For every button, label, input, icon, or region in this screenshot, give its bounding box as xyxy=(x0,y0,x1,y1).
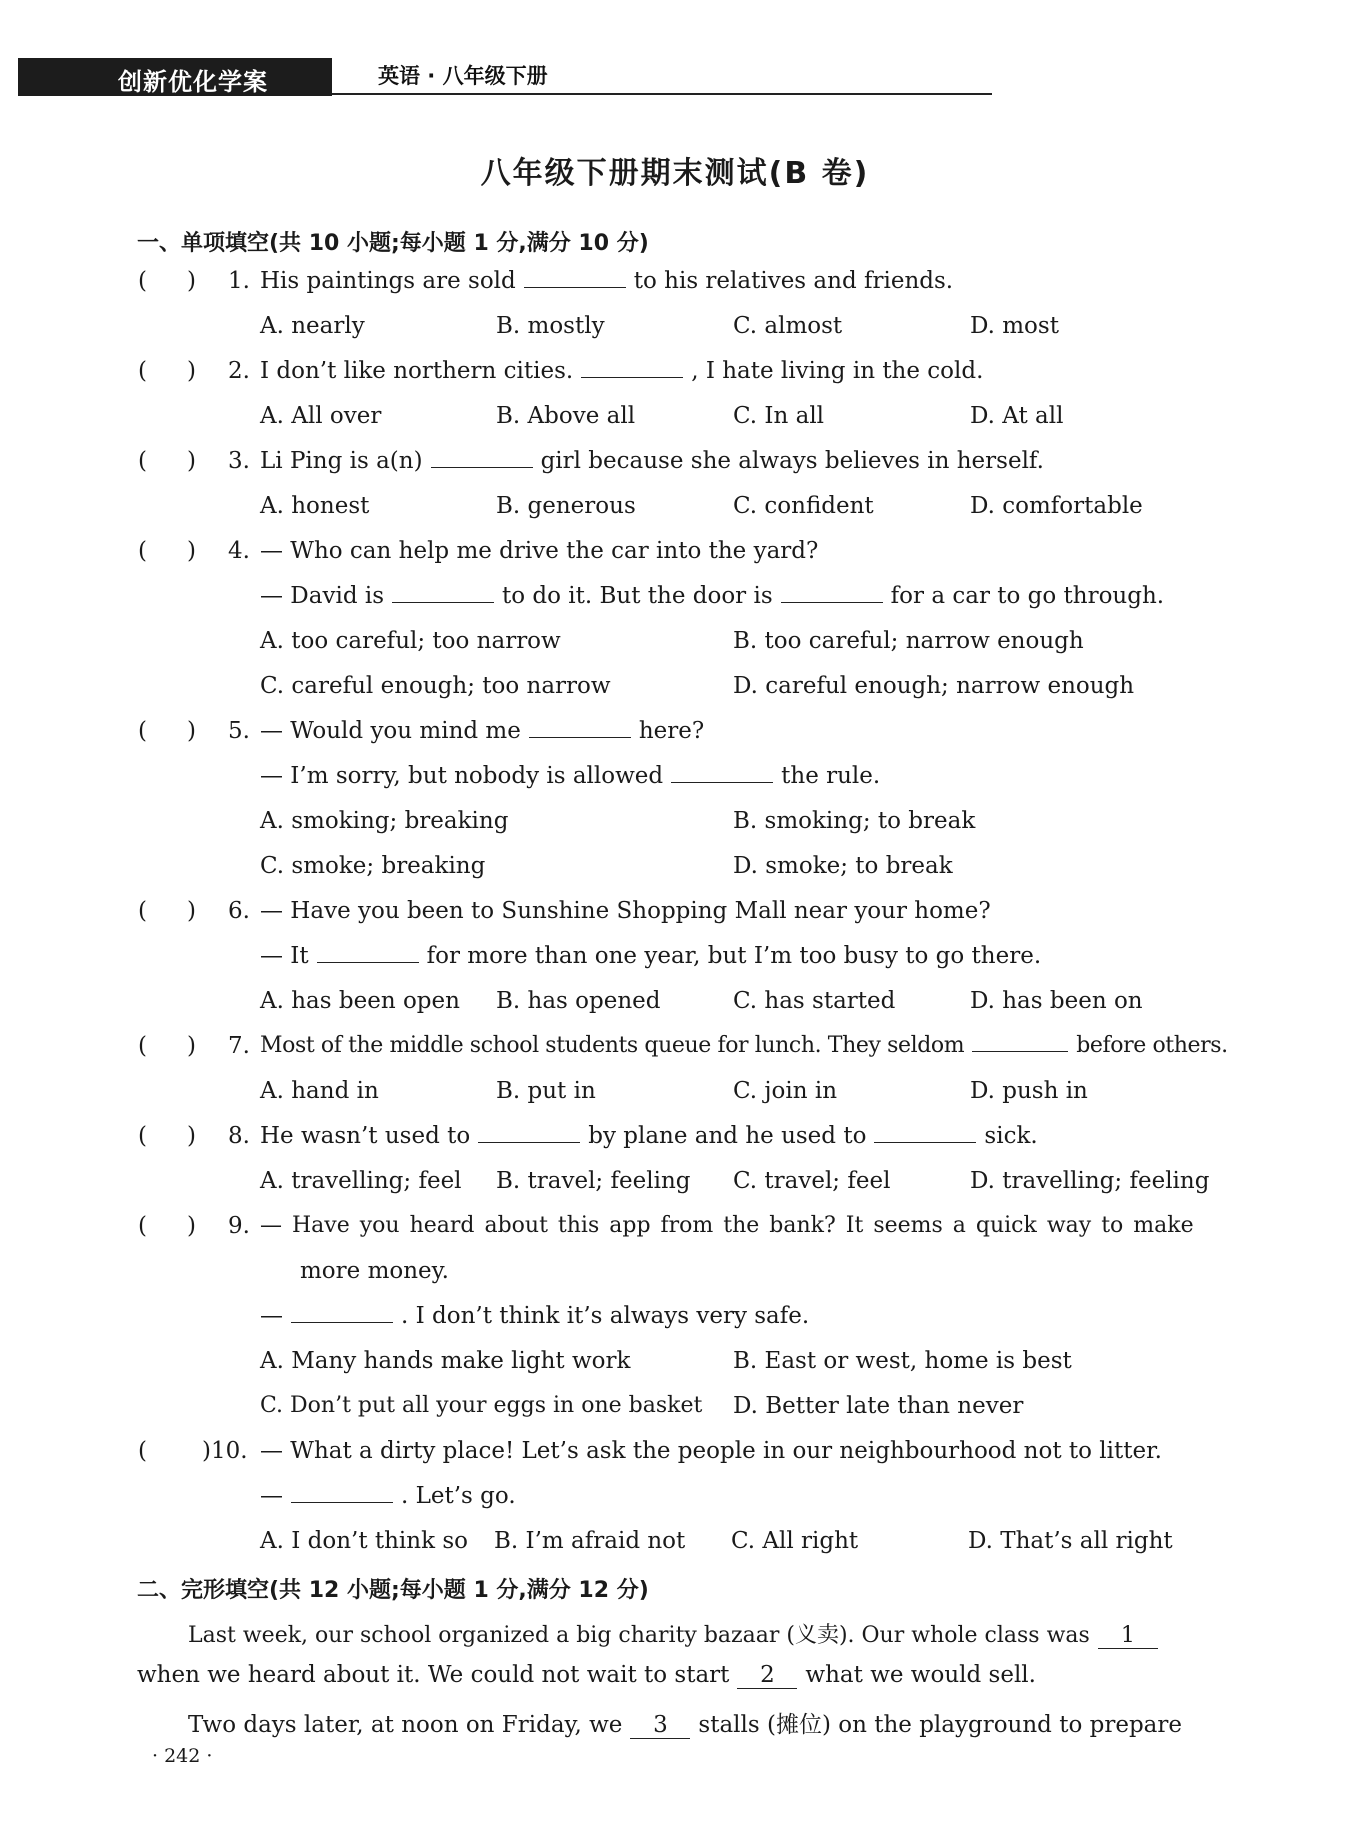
answer-blank xyxy=(478,1124,580,1143)
answer-blank xyxy=(972,1033,1068,1052)
option-a: A. has been open xyxy=(260,988,460,1014)
stem-text: by plane and he used to xyxy=(588,1123,867,1149)
option-b: B. mostly xyxy=(496,313,605,339)
question-5-reply xyxy=(260,763,880,789)
stem-text: here? xyxy=(638,718,705,744)
stem-text: girl because she always believes in herself. xyxy=(540,448,1044,474)
option-c: C. careful enough; too narrow xyxy=(260,673,611,699)
option-d: D. careful enough; narrow enough xyxy=(733,673,1135,699)
option-b: B. too careful; narrow enough xyxy=(733,628,1084,654)
option-a: A. hand in xyxy=(260,1078,379,1104)
cloze-line-1 xyxy=(188,1618,1166,1649)
question-7-stem xyxy=(260,1033,1228,1058)
question-10-stem: — What a dirty place! Let’s ask the people in our neighbourhood not to litter. xyxy=(260,1438,1162,1464)
stem-text: — xyxy=(260,1483,283,1509)
answer-blank xyxy=(874,1124,976,1143)
question-number: )10. xyxy=(202,1438,248,1464)
question-6-stem: — Have you been to Sunshine Shopping Mall near your home? xyxy=(260,898,991,924)
question-9-stem: — Have you heard about this app from the bank? It seems a quick way to make xyxy=(260,1213,1194,1238)
question-number: 2. xyxy=(228,358,250,384)
option-a: A. travelling; feel xyxy=(260,1168,462,1194)
stem-text: for more than one year, but I’m too busy to go there. xyxy=(426,943,1042,969)
answer-blank xyxy=(524,269,626,288)
option-d: D. At all xyxy=(970,403,1064,429)
question-number: 6. xyxy=(228,898,250,924)
cloze-line-2 xyxy=(137,1662,1036,1689)
answer-paren: ( ) xyxy=(138,358,196,384)
answer-paren: ( ) xyxy=(138,1033,196,1059)
question-3-stem xyxy=(260,448,1044,474)
cloze-blank-2: 2 xyxy=(737,1662,797,1689)
option-c: C. All right xyxy=(731,1528,859,1554)
question-9-reply xyxy=(260,1303,809,1329)
page-title: 八年级下册期末测试(B 卷) xyxy=(480,156,870,191)
option-b: B. has opened xyxy=(496,988,661,1014)
cloze-text: when we heard about it. We could not wait to start xyxy=(137,1662,730,1688)
section2-title: 二、完形填空(共 12 小题;每小题 1 分,满分 12 分) xyxy=(137,1578,649,1603)
option-d: D. That’s all right xyxy=(968,1528,1173,1554)
stem-text: the rule. xyxy=(781,763,881,789)
question-4-stem: — Who can help me drive the car into the yard? xyxy=(260,538,819,564)
option-c: C. almost xyxy=(733,313,843,339)
header-subject: 英语 · 八年级下册 xyxy=(378,64,548,88)
option-d: D. travelling; feeling xyxy=(970,1168,1210,1194)
option-b: B. East or west, home is best xyxy=(733,1348,1072,1374)
stem-text: — Would you mind me xyxy=(260,718,521,744)
answer-paren: ( ) xyxy=(138,718,196,744)
stem-text: — I’m sorry, but nobody is allowed xyxy=(260,763,664,789)
stem-text: — David is xyxy=(260,583,385,609)
answer-blank xyxy=(291,1304,393,1323)
cloze-line-3 xyxy=(188,1706,1182,1739)
answer-blank xyxy=(317,944,419,963)
stem-text: , I hate living in the cold. xyxy=(691,358,984,384)
answer-paren: ( ) xyxy=(138,1213,196,1239)
stem-text: His paintings are sold xyxy=(260,268,516,294)
stem-text: Li Ping is a(n) xyxy=(260,448,423,474)
cloze-blank-1: 1 xyxy=(1098,1623,1158,1649)
header-brand: 创新优化学案 xyxy=(118,68,268,96)
answer-paren: ( ) xyxy=(138,268,196,294)
option-c: C. travel; feel xyxy=(733,1168,891,1194)
cloze-text: Last week, our school organized a big charity bazaar (义卖). Our whole class was xyxy=(188,1623,1090,1648)
answer-paren: ( ) xyxy=(138,1123,196,1149)
stem-text: before others. xyxy=(1076,1033,1228,1058)
option-b: B. generous xyxy=(496,493,636,519)
option-d: D. Better late than never xyxy=(733,1393,1024,1419)
stem-text: to his relatives and friends. xyxy=(633,268,954,294)
option-b: B. travel; feeling xyxy=(496,1168,691,1194)
answer-paren: ( ) xyxy=(138,898,196,924)
option-a: A. Many hands make light work xyxy=(260,1348,631,1374)
stem-text: — It xyxy=(260,943,309,969)
question-9-stem-cont: more money. xyxy=(300,1258,449,1284)
option-a: A. nearly xyxy=(260,313,365,339)
answer-paren: ( ) xyxy=(138,538,196,564)
option-a: A. smoking; breaking xyxy=(260,808,509,834)
option-d: D. most xyxy=(970,313,1059,339)
option-a: A. I don’t think so xyxy=(260,1528,468,1554)
option-b: B. I’m afraid not xyxy=(494,1528,686,1554)
answer-blank xyxy=(781,584,883,603)
page-number: · 242 · xyxy=(152,1745,213,1767)
header-divider xyxy=(332,93,992,95)
question-number: 9. xyxy=(228,1213,250,1239)
cloze-text: Two days later, at noon on Friday, we xyxy=(188,1712,623,1738)
stem-text: for a car to go through. xyxy=(890,583,1165,609)
option-b: B. Above all xyxy=(496,403,636,429)
option-d: D. comfortable xyxy=(970,493,1143,519)
question-5-stem xyxy=(260,718,704,744)
option-d: D. smoke; to break xyxy=(733,853,953,879)
question-10-reply xyxy=(260,1483,516,1509)
answer-blank xyxy=(581,359,683,378)
answer-blank xyxy=(431,449,533,468)
option-d: D. push in xyxy=(970,1078,1088,1104)
option-c: C. confident xyxy=(733,493,874,519)
option-c: C. Don’t put all your eggs in one basket xyxy=(260,1393,703,1418)
option-a: A. honest xyxy=(260,493,370,519)
stem-text: Most of the middle school students queue for lunch. They seldom xyxy=(260,1033,965,1058)
answer-paren: ( ) xyxy=(138,448,196,474)
stem-text: . Let’s go. xyxy=(401,1483,516,1509)
stem-text: . I don’t think it’s always very safe. xyxy=(401,1303,810,1329)
question-number: 4. xyxy=(228,538,250,564)
question-2-stem xyxy=(260,358,983,384)
option-b: B. smoking; to break xyxy=(733,808,976,834)
option-a: A. too careful; too narrow xyxy=(260,628,561,654)
answer-paren: ( xyxy=(138,1438,147,1464)
answer-blank xyxy=(392,584,494,603)
question-number: 5. xyxy=(228,718,250,744)
question-4-reply xyxy=(260,583,1164,609)
answer-blank xyxy=(671,764,773,783)
stem-text: sick. xyxy=(984,1123,1038,1149)
question-number: 7. xyxy=(228,1033,250,1059)
cloze-text: what we would sell. xyxy=(805,1662,1036,1688)
question-number: 8. xyxy=(228,1123,250,1149)
stem-text: — xyxy=(260,1303,283,1329)
cloze-text: stalls (摊位) on the playground to prepare xyxy=(698,1712,1182,1738)
stem-text: I don’t like northern cities. xyxy=(260,358,574,384)
option-a: A. All over xyxy=(260,403,382,429)
option-c: C. In all xyxy=(733,403,825,429)
question-1-stem xyxy=(260,268,953,294)
question-8-stem xyxy=(260,1123,1038,1149)
stem-text: to do it. But the door is xyxy=(502,583,773,609)
answer-blank xyxy=(529,719,631,738)
option-c: C. join in xyxy=(733,1078,838,1104)
option-c: C. smoke; breaking xyxy=(260,853,486,879)
cloze-blank-3: 3 xyxy=(630,1712,690,1739)
section1-title: 一、单项填空(共 10 小题;每小题 1 分,满分 10 分) xyxy=(137,231,649,256)
question-number: 1. xyxy=(228,268,250,294)
stem-text: He wasn’t used to xyxy=(260,1123,471,1149)
option-b: B. put in xyxy=(496,1078,596,1104)
answer-blank xyxy=(291,1484,393,1503)
option-c: C. has started xyxy=(733,988,896,1014)
question-6-reply xyxy=(260,943,1041,969)
option-d: D. has been on xyxy=(970,988,1143,1014)
question-number: 3. xyxy=(228,448,250,474)
